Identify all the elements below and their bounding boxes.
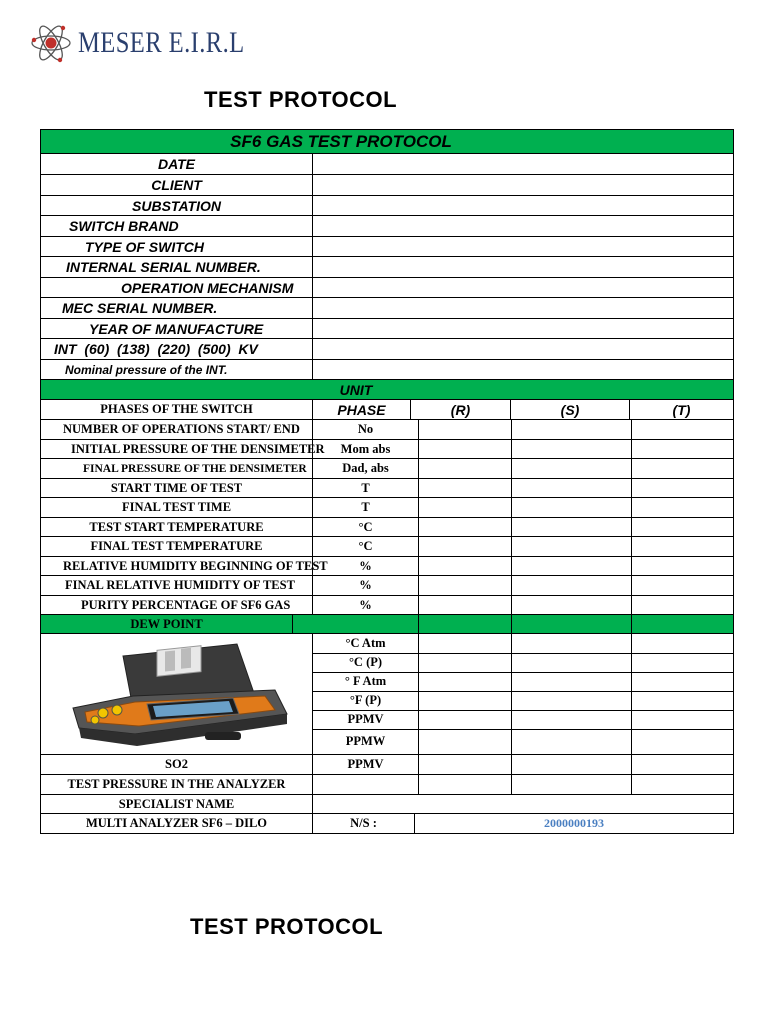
page-heading: TEST PROTOCOL — [204, 87, 398, 112]
measure-unit: Mom abs — [313, 440, 419, 458]
so2-label: SO2 — [41, 755, 313, 774]
measure-unit: T — [313, 498, 419, 517]
dew-unit: °C Atm — [313, 634, 418, 654]
so2-row — [40, 755, 734, 775]
phase-t-cell[interactable] — [632, 440, 733, 458]
form-row-switch-brand — [40, 216, 734, 237]
phase-r-cell[interactable] — [419, 557, 512, 575]
field-label: MEC SERIAL NUMBER. — [41, 298, 313, 318]
dew-unit: °F (P) — [313, 691, 418, 711]
phase-s-cell — [512, 615, 632, 633]
specialist-row — [40, 795, 734, 814]
specialist-name-field[interactable] — [313, 795, 733, 813]
switch-brand-field[interactable] — [313, 216, 733, 236]
analyzer-label: MULTI ANALYZER SF6 – DILO — [41, 814, 313, 833]
field-label: INTERNAL SERIAL NUMBER. — [41, 257, 313, 277]
phase-r-cell[interactable] — [419, 755, 512, 774]
phase-row-label: PHASES OF THE SWITCH — [41, 400, 313, 419]
page-heading-bottom: TEST PROTOCOL — [190, 914, 384, 939]
phase-s-cell[interactable] — [512, 498, 632, 517]
field-label: YEAR OF MANUFACTURE — [41, 319, 313, 338]
phase-r-cell[interactable] — [419, 420, 512, 439]
phase-t-cell[interactable] — [632, 576, 733, 595]
phase-t-cell[interactable] — [632, 729, 733, 754]
field-label: CLIENT — [41, 175, 313, 195]
phase-t-cell[interactable] — [632, 653, 733, 673]
measure-label: FINAL RELATIVE HUMIDITY OF TEST — [41, 576, 313, 595]
dew-unit: °C (P) — [313, 653, 418, 673]
measure-label: INITIAL PRESSURE OF THE DENSIMETER — [41, 440, 313, 458]
form-row-type-of-switch — [40, 237, 734, 257]
dew-unit: PPMV — [313, 710, 418, 730]
phase-t-cell[interactable] — [632, 710, 733, 730]
phase-r-cell[interactable] — [419, 479, 512, 497]
phase-r-cell[interactable] — [419, 653, 511, 673]
phase-t-cell[interactable] — [632, 518, 733, 536]
unit-header-row — [40, 380, 734, 400]
type-of-switch-field[interactable] — [313, 237, 733, 256]
form-row-nominal-pressure — [40, 360, 734, 380]
dew-point-block — [40, 634, 734, 755]
measure-unit: % — [313, 576, 419, 595]
form-title-row — [40, 129, 734, 154]
phase-s-cell[interactable] — [512, 596, 632, 614]
analyzer-photo-cell — [41, 634, 313, 754]
dew-unit: PPMW — [345, 734, 386, 748]
measure-label: FINAL PRESSURE OF THE DENSIMETER — [41, 459, 313, 478]
phase-r-cell[interactable] — [419, 518, 512, 536]
measure-label: RELATIVE HUMIDITY BEGINNING OF TEST — [41, 557, 313, 575]
phase-s-cell[interactable] — [512, 672, 631, 692]
form-row-internal-serial — [40, 257, 734, 278]
dew-unit: ° F Atm — [313, 672, 418, 692]
phase-s-cell[interactable] — [512, 653, 631, 673]
phase-s-header: (S) — [511, 400, 630, 419]
brand-logo — [30, 18, 281, 68]
phase-t-cell[interactable] — [632, 557, 733, 575]
phase-s-cell[interactable] — [512, 634, 631, 654]
nominal-pressure-field[interactable] — [313, 360, 733, 379]
dew-point-unit — [313, 615, 419, 633]
phase-t-header: (T) — [672, 401, 691, 418]
phase-t-cell — [632, 615, 733, 633]
phase-header-row — [40, 400, 734, 420]
phase-r-column — [419, 634, 512, 754]
brand-name: MESER E.I.R.L — [78, 26, 245, 59]
measure-unit: % — [313, 596, 419, 614]
phase-t-cell[interactable] — [632, 755, 733, 774]
phase-t-cell[interactable] — [632, 775, 733, 794]
form-row-date — [40, 154, 734, 175]
field-label: DATE — [41, 154, 313, 174]
phase-t-cell[interactable] — [632, 596, 733, 614]
measure-unit: °C — [313, 518, 419, 536]
measure-row — [40, 518, 734, 537]
phase-s-cell[interactable] — [512, 440, 632, 458]
measure-row — [40, 576, 734, 596]
phase-r-cell[interactable] — [419, 596, 512, 614]
measure-unit: No — [313, 420, 419, 439]
phase-s-cell[interactable] — [512, 518, 632, 536]
phase-r-cell — [419, 615, 512, 633]
phase-r-cell[interactable] — [419, 729, 511, 754]
phase-r-cell[interactable] — [419, 672, 511, 692]
dew-point-units — [313, 634, 419, 754]
phase-s-cell[interactable] — [512, 459, 632, 478]
measure-row — [40, 537, 734, 557]
measure-row — [40, 420, 734, 440]
phase-r-cell[interactable] — [419, 537, 512, 556]
field-label: SWITCH BRAND — [41, 216, 313, 236]
phase-r-cell[interactable] — [419, 576, 512, 595]
measure-row — [40, 596, 734, 615]
phase-s-cell[interactable] — [512, 710, 631, 730]
operation-mechanism-field[interactable] — [313, 278, 733, 297]
measure-unit: °C — [313, 537, 419, 556]
so2-unit: PPMV — [313, 755, 419, 774]
form-row-substation — [40, 196, 734, 216]
field-label: TYPE OF SWITCH — [41, 237, 313, 256]
measure-unit: T — [313, 479, 419, 497]
phase-t-cell[interactable] — [632, 634, 733, 654]
dew-point-row — [40, 615, 734, 634]
ns-label: N/S : — [313, 814, 415, 833]
measure-row — [40, 459, 734, 479]
measure-label: FINAL TEST TIME — [41, 498, 313, 517]
form-row-operation-mechanism — [40, 278, 734, 298]
field-label: OPERATION MECHANISM — [41, 278, 313, 297]
int-kv-field[interactable] — [313, 339, 733, 359]
phase-header: PHASE — [313, 400, 411, 419]
phase-r-cell[interactable] — [419, 498, 512, 517]
phase-r-cell[interactable] — [419, 691, 511, 711]
form-row-year — [40, 319, 734, 339]
field-label: INT (60) (138) (220) (500) KV — [41, 339, 313, 359]
phase-s-cell[interactable] — [512, 729, 631, 754]
analyzer-row — [40, 814, 734, 834]
phase-r-cell[interactable] — [419, 459, 512, 478]
phase-t-cell[interactable] — [632, 459, 733, 478]
measure-unit: Dad, abs — [313, 459, 419, 478]
gas-analyzer-image — [65, 638, 295, 750]
unit-header: UNIT — [339, 381, 373, 398]
phase-t-cell[interactable] — [632, 537, 733, 556]
phase-t-column — [632, 634, 733, 754]
phase-s-cell[interactable] — [512, 775, 632, 794]
field-label: Nominal pressure of the INT. — [41, 360, 313, 379]
phase-t-cell[interactable] — [632, 420, 733, 439]
phase-t-cell[interactable] — [632, 498, 733, 517]
analyzer-serial: 2000000193 — [544, 816, 604, 830]
phase-r-header: (R) — [411, 400, 511, 419]
test-pressure-unit[interactable] — [313, 775, 419, 794]
measure-label: START TIME OF TEST — [41, 479, 313, 497]
phase-r-cell[interactable] — [419, 440, 512, 458]
phase-s-cell[interactable] — [512, 576, 632, 595]
phase-s-column — [512, 634, 632, 754]
phase-t-cell[interactable] — [632, 479, 733, 497]
measure-label: TEST START TEMPERATURE — [41, 518, 313, 536]
phase-s-cell[interactable] — [512, 537, 632, 556]
test-pressure-label: TEST PRESSURE IN THE ANALYZER — [41, 775, 313, 794]
client-field[interactable] — [313, 175, 733, 195]
form-title: SF6 GAS TEST PROTOCOL — [230, 131, 452, 151]
atom-icon — [30, 20, 72, 66]
phase-r-cell[interactable] — [419, 634, 511, 654]
measure-row — [40, 479, 734, 498]
phase-s-cell[interactable] — [512, 479, 632, 497]
measure-label: PURITY PERCENTAGE OF SF6 GAS — [41, 596, 313, 614]
measure-unit: % — [313, 557, 419, 575]
internal-serial-field[interactable] — [313, 257, 733, 277]
specialist-label: SPECIALIST NAME — [41, 795, 313, 813]
phase-s-cell[interactable] — [512, 755, 632, 774]
phase-t-cell[interactable] — [632, 672, 733, 692]
form-row-client — [40, 175, 734, 196]
protocol-form — [40, 129, 734, 834]
measure-label: NUMBER OF OPERATIONS START/ END — [41, 420, 313, 439]
measure-row — [40, 440, 734, 459]
substation-field[interactable] — [313, 196, 733, 215]
measure-row — [40, 557, 734, 576]
phase-t-cell[interactable] — [632, 691, 733, 711]
dew-point-label: DEW POINT — [41, 615, 293, 633]
phase-r-cell[interactable] — [419, 710, 511, 730]
field-label: SUBSTATION — [41, 196, 313, 215]
measure-row — [40, 498, 734, 518]
mec-serial-field[interactable] — [313, 298, 733, 318]
test-pressure-row — [40, 775, 734, 795]
form-row-mec-serial — [40, 298, 734, 319]
phase-s-cell[interactable] — [512, 420, 632, 439]
phase-s-cell[interactable] — [512, 691, 631, 711]
form-row-int-kv — [40, 339, 734, 360]
phase-r-cell[interactable] — [419, 775, 512, 794]
date-field[interactable] — [313, 154, 733, 174]
year-field[interactable] — [313, 319, 733, 338]
measure-label: FINAL TEST TEMPERATURE — [41, 537, 313, 556]
phase-s-cell[interactable] — [512, 557, 632, 575]
